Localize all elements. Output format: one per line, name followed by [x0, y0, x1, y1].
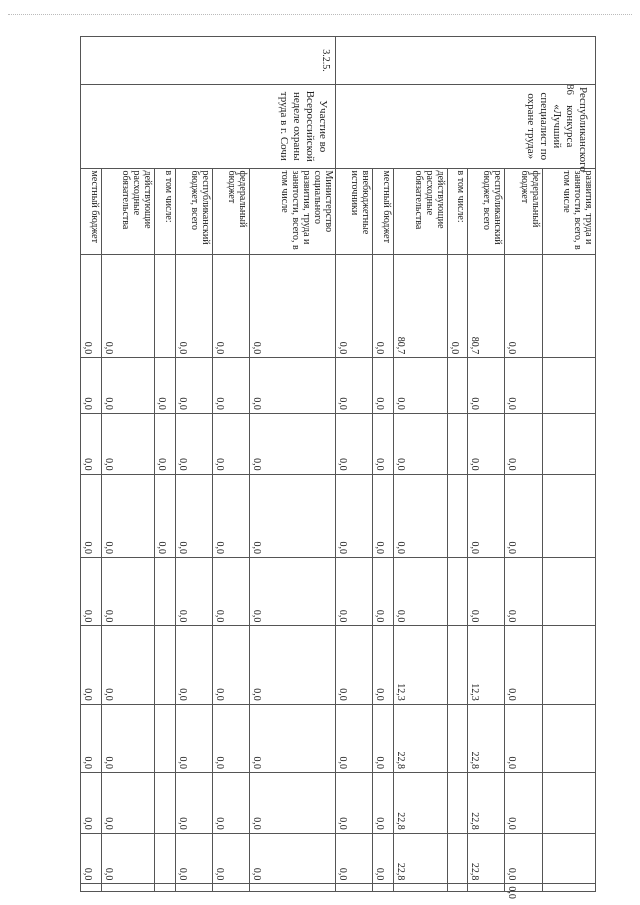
value-cell: 0,0	[101, 358, 154, 414]
value-cell: 0,0	[336, 254, 373, 358]
value-cell	[542, 773, 595, 834]
value-cell: 0,0	[505, 833, 542, 884]
value-cell: 0,0	[394, 474, 447, 557]
value-cell: 0,0	[505, 884, 542, 892]
value-cell: 0,0	[468, 358, 505, 414]
value-cell: 0,0	[373, 773, 394, 834]
value-cell: 80,7	[394, 254, 447, 358]
value-cell	[447, 773, 468, 834]
value-cell: 0,0	[213, 254, 250, 358]
value-cell	[468, 884, 505, 892]
value-cell	[542, 558, 595, 626]
top-dotted-line	[8, 14, 632, 15]
page-number: 86	[564, 84, 576, 95]
value-cell	[447, 413, 468, 474]
value-cell	[447, 626, 468, 704]
value-cell	[155, 558, 176, 626]
value-cell: 0,0	[101, 704, 154, 772]
value-cell	[447, 833, 468, 884]
value-cell: 0,0	[505, 773, 542, 834]
value-cell: 0,0	[505, 413, 542, 474]
value-cell: 0,0	[505, 558, 542, 626]
table-row	[250, 37, 336, 892]
value-cell	[155, 833, 176, 884]
value-cell: 0,0	[213, 833, 250, 884]
value-cell: 22,8	[394, 833, 447, 884]
value-cell: 0,0	[373, 358, 394, 414]
value-cell	[250, 884, 336, 892]
value-cell: 0,0	[155, 474, 176, 557]
value-cell: 0,0	[213, 413, 250, 474]
value-cell: 22,8	[394, 704, 447, 772]
value-cell: 0,0	[336, 626, 373, 704]
value-cell	[542, 704, 595, 772]
value-cell: 0,0	[373, 626, 394, 704]
value-cell: 0,0	[373, 474, 394, 557]
value-cell: 0,0	[505, 254, 542, 358]
value-cell	[447, 884, 468, 892]
value-cell: 0,0	[505, 474, 542, 557]
funding-source-label: республиканский бюджет, всего	[176, 168, 213, 254]
funding-source-label: местный бюджет	[373, 168, 394, 254]
value-cell: 0,0	[394, 358, 447, 414]
value-cell	[81, 884, 102, 892]
value-cell: 22,8	[468, 704, 505, 772]
value-cell: 0,0	[250, 704, 336, 772]
funding-source-label: Министерство социального развития, труда и занятости, всего, в том числе	[250, 168, 336, 254]
value-cell: 0,0	[373, 254, 394, 358]
value-cell: 0,0	[505, 704, 542, 772]
value-cell: 0,0	[213, 626, 250, 704]
value-cell	[542, 358, 595, 414]
value-cell: 0,0	[101, 254, 154, 358]
value-cell: 0,0	[176, 704, 213, 772]
value-cell: 0,0	[101, 833, 154, 884]
value-cell: 0,0	[447, 254, 468, 358]
value-cell	[155, 626, 176, 704]
value-cell	[176, 884, 213, 892]
value-cell: 0,0	[336, 833, 373, 884]
value-cell: 22,8	[468, 773, 505, 834]
value-cell: 0,0	[155, 358, 176, 414]
value-cell: 0,0	[336, 474, 373, 557]
value-cell: 0,0	[250, 773, 336, 834]
value-cell	[155, 704, 176, 772]
value-cell: 0,0	[373, 558, 394, 626]
value-cell: 0,0	[468, 413, 505, 474]
value-cell: 0,0	[81, 626, 102, 704]
value-cell: 0,0	[81, 773, 102, 834]
value-cell	[155, 884, 176, 892]
value-cell: 0,0	[336, 413, 373, 474]
value-cell	[542, 254, 595, 358]
value-cell: 0,0	[81, 358, 102, 414]
value-cell: 0,0	[250, 558, 336, 626]
value-cell: 0,0	[213, 358, 250, 414]
value-cell: 0,0	[176, 474, 213, 557]
value-cell: 0,0	[101, 773, 154, 834]
value-cell	[447, 474, 468, 557]
value-cell: 0,0	[176, 413, 213, 474]
funding-source-label: в том числе:	[447, 168, 468, 254]
value-cell	[542, 833, 595, 884]
value-cell: 0,0	[213, 474, 250, 557]
value-cell: 0,0	[373, 704, 394, 772]
value-cell: 0,0	[250, 833, 336, 884]
value-cell: 0,0	[176, 773, 213, 834]
item-name: Участие во Всероссийской неделе охраны труда в г. Сочи	[81, 85, 336, 168]
value-cell: 0,0	[213, 773, 250, 834]
value-cell	[213, 884, 250, 892]
value-cell: 0,0	[468, 558, 505, 626]
table-body	[81, 37, 596, 899]
value-cell: 0,0	[250, 358, 336, 414]
value-cell: 0,0	[176, 358, 213, 414]
value-cell: 0,0	[394, 413, 447, 474]
value-cell: 12,3	[468, 626, 505, 704]
funding-source-label: местный бюджет	[81, 168, 102, 254]
value-cell: 0,0	[336, 358, 373, 414]
rotated-page	[80, 36, 596, 899]
funding-source-label: в том числе:	[155, 168, 176, 254]
value-cell	[542, 884, 595, 892]
value-cell	[542, 413, 595, 474]
value-cell: 0,0	[373, 833, 394, 884]
funding-source-label: республиканский бюджет, всего	[468, 168, 505, 254]
table-row	[542, 37, 595, 892]
item-code	[336, 37, 596, 85]
value-cell: 0,0	[336, 773, 373, 834]
value-cell: 0,0	[505, 358, 542, 414]
funding-source-label: федеральный бюджет	[213, 168, 250, 254]
value-cell: 0,0	[468, 474, 505, 557]
value-cell	[155, 254, 176, 358]
value-cell: 0,0	[81, 704, 102, 772]
value-cell: 0,0	[373, 413, 394, 474]
funding-source-label: действующие расходные обязательства	[394, 168, 447, 254]
value-cell	[447, 558, 468, 626]
value-cell: 0,0	[250, 626, 336, 704]
funding-source-label: действующие расходные обязательства	[101, 168, 154, 254]
value-cell: 0,0	[101, 626, 154, 704]
value-cell: 80,7	[468, 254, 505, 358]
value-cell: 0,0	[176, 833, 213, 884]
value-cell: 0,0	[101, 413, 154, 474]
value-cell	[336, 884, 373, 892]
value-cell	[542, 474, 595, 557]
value-cell: 22,8	[468, 833, 505, 884]
funding-source-label: внебюджетные источники	[336, 168, 373, 254]
value-cell	[542, 626, 595, 704]
item-code: 3.2.5.	[81, 37, 336, 85]
value-cell: 0,0	[81, 413, 102, 474]
value-cell: 0,0	[101, 474, 154, 557]
value-cell: 0,0	[250, 474, 336, 557]
value-cell: 0,0	[336, 558, 373, 626]
value-cell: 0,0	[155, 413, 176, 474]
value-cell	[447, 358, 468, 414]
value-cell: 0,0	[176, 626, 213, 704]
value-cell: 0,0	[81, 474, 102, 557]
value-cell: 0,0	[213, 558, 250, 626]
value-cell: 0,0	[250, 254, 336, 358]
value-cell: 0,0	[505, 626, 542, 704]
value-cell: 12,3	[394, 626, 447, 704]
value-cell	[155, 773, 176, 834]
value-cell: 0,0	[81, 254, 102, 358]
value-cell: 0,0	[336, 704, 373, 772]
value-cell: 0,0	[101, 558, 154, 626]
value-cell: 0,0	[250, 413, 336, 474]
value-cell: 0,0	[81, 833, 102, 884]
value-cell: 0,0	[213, 704, 250, 772]
value-cell: 0,0	[81, 558, 102, 626]
value-cell: 0,0	[176, 254, 213, 358]
value-cell	[101, 884, 154, 892]
value-cell: 0,0	[394, 558, 447, 626]
value-cell	[373, 884, 394, 892]
funding-source-label: федеральный бюджет	[505, 168, 542, 254]
value-cell	[394, 884, 447, 892]
item-name: Республиканского конкурса «Лучший специалист по охране труда»	[336, 85, 596, 168]
value-cell: 22,8	[394, 773, 447, 834]
value-cell: 0,0	[176, 558, 213, 626]
funding-source-label: развития, труда и занятости, всего, в том числе	[542, 168, 595, 254]
value-cell	[447, 704, 468, 772]
budget-table	[80, 36, 596, 899]
